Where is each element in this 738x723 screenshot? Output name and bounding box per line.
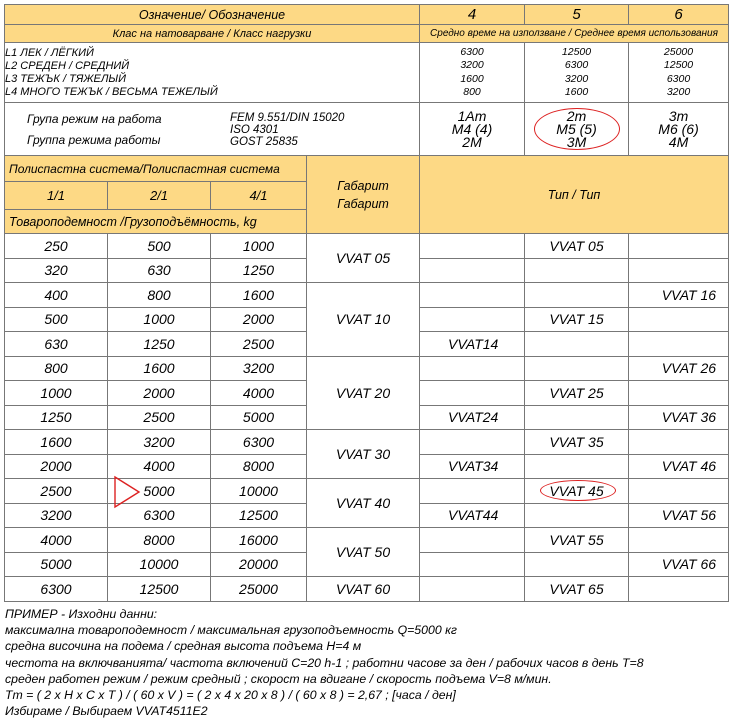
group-values-col4 xyxy=(420,103,525,156)
table-row xyxy=(5,234,729,259)
type-cell xyxy=(420,528,525,553)
col-number-4: 4 xyxy=(420,5,525,25)
type-cell: VVAT 36 xyxy=(629,405,729,430)
capacity-cell: 12500 xyxy=(211,503,307,528)
usage-hours-value: 1600 xyxy=(460,72,484,85)
type-cell: VVAT34 xyxy=(420,454,525,479)
type-cell xyxy=(525,332,629,357)
avg-time-label: Средно време на използване / Среднее время использования xyxy=(420,25,729,43)
type-cell: VVAT 26 xyxy=(629,356,729,381)
type-cell xyxy=(525,503,629,528)
type-cell xyxy=(525,258,629,283)
selection-ellipse-mark xyxy=(540,480,616,501)
type-cell xyxy=(420,283,525,308)
operating-group-row xyxy=(5,103,729,156)
group-values-col6 xyxy=(629,103,729,156)
type-cell: VVAT 65 xyxy=(525,577,629,602)
capacity-cell: 250 xyxy=(5,234,108,259)
capacity-cell: 10000 xyxy=(108,552,211,577)
type-cell: VVAT44 xyxy=(420,503,525,528)
gabarit-cell: VVAT 60 xyxy=(307,577,420,602)
type-cell xyxy=(629,332,729,357)
polyspast-header-row xyxy=(5,156,729,182)
type-cell: VVAT 35 xyxy=(525,430,629,455)
header-row-load-class xyxy=(5,25,729,43)
gabarit-cell: VVAT 30 xyxy=(307,430,420,479)
polyspast-label: Полиспастна система/Полиспастная система xyxy=(5,156,307,182)
example-line: честота на включванията/ частота включений C=20 h-1 ; работни часове за ден / рабочих часов в день T=8 xyxy=(5,655,644,670)
type-cell xyxy=(629,577,729,602)
col-number-5: 5 xyxy=(525,5,629,25)
tip-header: Тип / Тип xyxy=(420,156,729,234)
type-cell xyxy=(420,307,525,332)
table-row xyxy=(5,577,729,602)
group-value: 2M xyxy=(462,133,482,150)
gabarit-header-ru: Габарит xyxy=(337,196,389,211)
capacity-cell: 2500 xyxy=(5,479,108,504)
type-cell xyxy=(420,430,525,455)
gabarit-cell: VVAT 05 xyxy=(307,234,420,283)
capacity-cell: 2500 xyxy=(211,332,307,357)
table-row xyxy=(5,430,729,455)
capacity-cell-selected xyxy=(108,479,211,504)
type-cell xyxy=(525,454,629,479)
type-value-selected: VVAT 45 xyxy=(549,482,604,499)
gabarit-cell: VVAT 50 xyxy=(307,528,420,577)
type-cell xyxy=(629,258,729,283)
capacity-label: Товароподемност /Грузоподъёмность, kg xyxy=(5,210,307,234)
usage-hours-value: 6300 xyxy=(460,46,484,59)
gabarit-header xyxy=(307,156,420,234)
capacity-value-selected: 5000 xyxy=(143,482,175,499)
capacity-cell: 4000 xyxy=(108,454,211,479)
type-cell: VVAT14 xyxy=(420,332,525,357)
type-cell xyxy=(420,381,525,406)
usage-hours-value: 3200 xyxy=(564,72,589,85)
type-cell xyxy=(525,552,629,577)
capacity-cell: 10000 xyxy=(211,479,307,504)
ratio-1-1: 1/1 xyxy=(5,182,108,210)
type-cell xyxy=(629,430,729,455)
table-row-selected xyxy=(5,479,729,504)
type-cell xyxy=(629,528,729,553)
table-row xyxy=(5,356,729,381)
type-cell: VVAT 05 xyxy=(525,234,629,259)
load-class-l1: L1 ЛЕК / ЛЁГКИЙ xyxy=(5,46,94,59)
example-line: среден работен режим / режим средный ; скорост на вдигане / скорость подъема V=8 м/мин. xyxy=(5,671,552,686)
standard-fem: FEM 9.551/DIN 15020 xyxy=(230,112,345,124)
capacity-cell: 2000 xyxy=(5,454,108,479)
type-cell xyxy=(420,234,525,259)
capacity-cell: 6300 xyxy=(211,430,307,455)
capacity-cell: 1250 xyxy=(5,405,108,430)
usage-hours-value: 1600 xyxy=(564,85,589,98)
capacity-cell: 8000 xyxy=(108,528,211,553)
usage-hours-col5 xyxy=(525,43,629,103)
capacity-cell: 2000 xyxy=(108,381,211,406)
capacity-cell: 1000 xyxy=(108,307,211,332)
capacity-cell: 5000 xyxy=(5,552,108,577)
capacity-cell: 1600 xyxy=(108,356,211,381)
type-cell xyxy=(629,381,729,406)
selection-sheet xyxy=(4,4,728,602)
gabarit-header-bg: Габарит xyxy=(337,178,389,193)
capacity-cell: 1600 xyxy=(211,283,307,308)
type-cell xyxy=(420,356,525,381)
capacity-cell: 4000 xyxy=(5,528,108,553)
usage-hours-value: 800 xyxy=(463,85,481,98)
example-line: средна височина на подема / средная высота подъема H=4 м xyxy=(5,639,362,654)
header-row-designation xyxy=(5,5,729,25)
table-row xyxy=(5,283,729,308)
type-cell xyxy=(420,479,525,504)
capacity-cell: 320 xyxy=(5,258,108,283)
type-cell xyxy=(420,577,525,602)
usage-hours-value: 25000 xyxy=(663,46,694,59)
capacity-cell: 2000 xyxy=(211,307,307,332)
capacity-cell: 400 xyxy=(5,283,108,308)
type-cell xyxy=(420,258,525,283)
capacity-cell: 1000 xyxy=(211,234,307,259)
load-class-l2: L2 СРЕДЕН / СРЕДНИЙ xyxy=(5,59,130,72)
load-class-l3: L3 ТЕЖЪК / ТЯЖЕЛЫЙ xyxy=(5,72,126,85)
type-cell xyxy=(629,479,729,504)
ratio-4-1: 4/1 xyxy=(211,182,307,210)
type-cell-selected xyxy=(525,479,629,504)
capacity-cell: 3200 xyxy=(211,356,307,381)
example-block xyxy=(5,606,735,719)
capacity-cell: 20000 xyxy=(211,552,307,577)
group-value: M6 (6) xyxy=(658,120,699,137)
type-cell: VVAT 15 xyxy=(525,307,629,332)
group-value: 3m xyxy=(668,107,689,124)
capacity-cell: 16000 xyxy=(211,528,307,553)
type-cell: VVAT 56 xyxy=(629,503,729,528)
standard-gost: GOST 25835 xyxy=(230,136,298,148)
type-cell xyxy=(525,405,629,430)
usage-hours-value: 6300 xyxy=(666,72,691,85)
capacity-cell: 6300 xyxy=(5,577,108,602)
type-cell: VVAT 16 xyxy=(629,283,729,308)
example-formula: Tm = ( 2 x H x C x T ) / ( 60 x V ) = ( 2 x 4 x 20 x 8 ) / ( 60 x 8 ) = 2,67 ; [часа / ден] xyxy=(5,688,456,703)
type-cell: VVAT 25 xyxy=(525,381,629,406)
type-cell xyxy=(525,283,629,308)
gabarit-cell: VVAT 40 xyxy=(307,479,420,528)
group-value: 3M xyxy=(566,133,587,150)
operating-group-labels xyxy=(5,103,420,156)
designation-label: Означение/ Обозначение xyxy=(5,5,420,25)
selection-ellipse-mark xyxy=(534,108,620,150)
capacity-cell: 1250 xyxy=(211,258,307,283)
type-cell xyxy=(525,356,629,381)
group-value-selected: M5 (5) xyxy=(556,120,597,137)
table-row xyxy=(5,528,729,553)
load-class-l4: L4 МНОГО ТЕЖЪК / ВЕСЬМА ТЕЖЕЛЫЙ xyxy=(5,85,218,98)
type-cell xyxy=(629,307,729,332)
capacity-cell: 2500 xyxy=(108,405,211,430)
type-cell xyxy=(420,552,525,577)
capacity-cell: 630 xyxy=(5,332,108,357)
capacity-cell: 500 xyxy=(108,234,211,259)
selection-arrow-icon xyxy=(113,475,141,509)
type-cell: VVAT24 xyxy=(420,405,525,430)
group-value: M4 (4) xyxy=(451,120,493,137)
load-class-list xyxy=(5,43,420,103)
capacity-cell: 12500 xyxy=(108,577,211,602)
capacity-cell: 1250 xyxy=(108,332,211,357)
capacity-cell: 630 xyxy=(108,258,211,283)
group-value: 2m xyxy=(566,107,587,124)
type-cell: VVAT 46 xyxy=(629,454,729,479)
usage-hours-value: 12500 xyxy=(663,59,694,72)
selection-table xyxy=(4,4,729,602)
capacity-cell: 1600 xyxy=(5,430,108,455)
usage-hours-value: 6300 xyxy=(564,59,589,72)
capacity-cell: 3200 xyxy=(108,430,211,455)
type-cell: VVAT 55 xyxy=(525,528,629,553)
group-values-col5 xyxy=(525,103,629,156)
col-number-6: 6 xyxy=(629,5,729,25)
gabarit-cell: VVAT 20 xyxy=(307,356,420,430)
capacity-cell: 3200 xyxy=(5,503,108,528)
type-cell: VVAT 66 xyxy=(629,552,729,577)
group-value: 4M xyxy=(668,133,689,150)
example-title: ПРИМЕР - Изходни данни: xyxy=(5,607,158,621)
capacity-cell: 500 xyxy=(5,307,108,332)
capacity-cell: 800 xyxy=(108,283,211,308)
capacity-cell: 25000 xyxy=(211,577,307,602)
load-class-label: Клас на натоварване / Класс нагрузки xyxy=(5,25,420,43)
group-value: 1Am xyxy=(457,107,487,124)
group-label-bg: Група режим на работа xyxy=(27,112,162,126)
load-class-row xyxy=(5,43,729,103)
gabarit-cell: VVAT 10 xyxy=(307,283,420,357)
type-cell xyxy=(629,234,729,259)
capacity-cell: 8000 xyxy=(211,454,307,479)
example-line: максимална товароподемност / максимальная грузоподъемность Q=5000 кг xyxy=(5,623,457,638)
capacity-cell: 4000 xyxy=(211,381,307,406)
capacity-cell: 5000 xyxy=(211,405,307,430)
ratio-2-1: 2/1 xyxy=(108,182,211,210)
group-label-ru: Группа режима работы xyxy=(27,133,161,147)
standard-iso: ISO 4301 xyxy=(230,124,279,136)
usage-hours-value: 3200 xyxy=(460,59,484,72)
usage-hours-value: 3200 xyxy=(666,85,691,98)
usage-hours-col4 xyxy=(420,43,525,103)
usage-hours-col6 xyxy=(629,43,729,103)
capacity-cell: 6300 xyxy=(108,503,211,528)
capacity-cell: 800 xyxy=(5,356,108,381)
example-result: Избираме / Выбираем VVAT4511E2 xyxy=(5,704,208,719)
usage-hours-value: 12500 xyxy=(561,46,592,59)
capacity-cell: 1000 xyxy=(5,381,108,406)
